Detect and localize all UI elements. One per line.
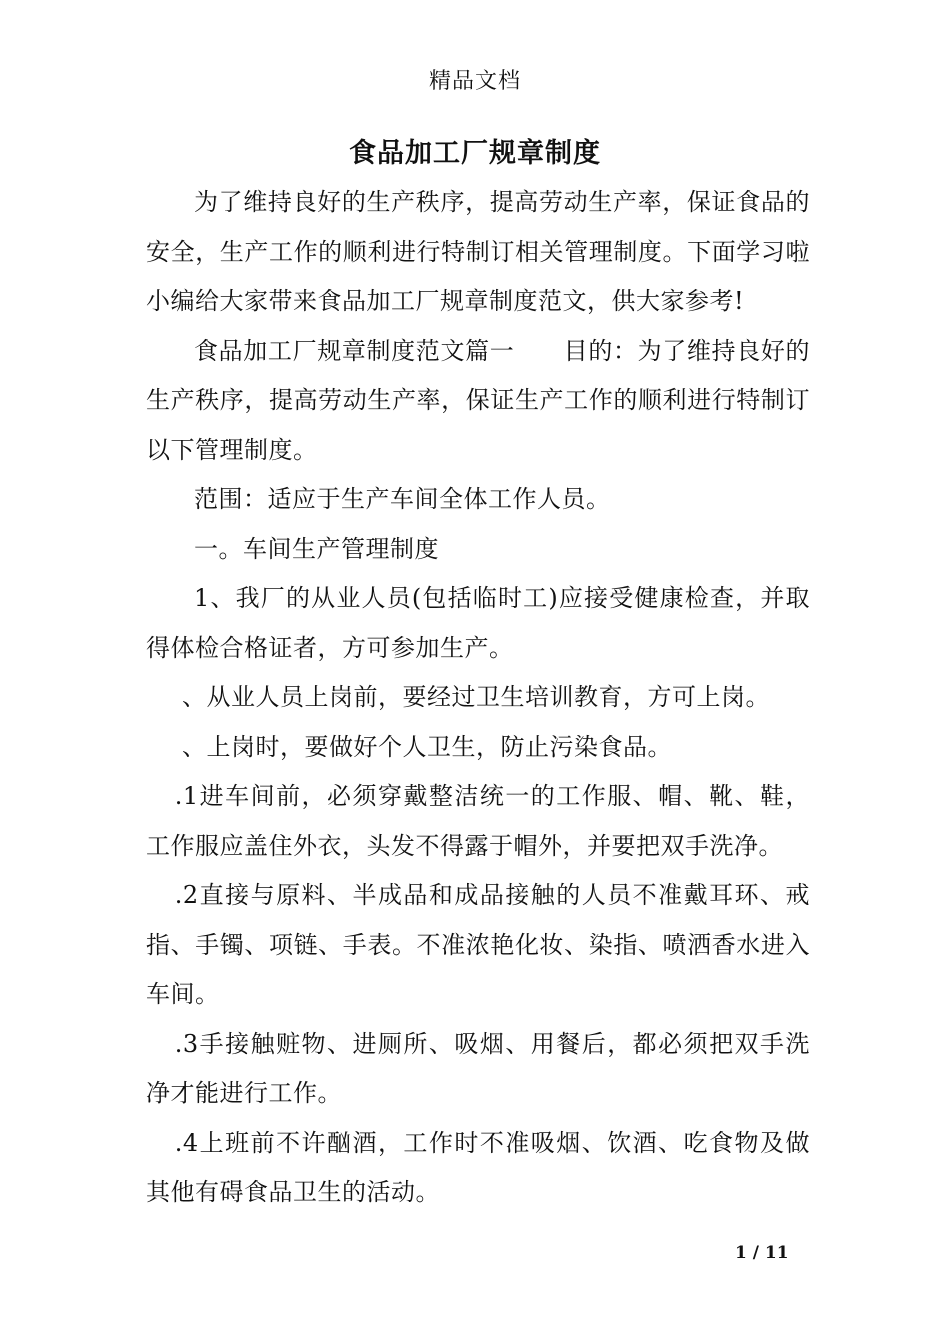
paragraph-rule-2: 、从业人员上岗前，要经过卫生培训教育，方可上岗。 [182, 683, 770, 711]
document-title: 食品加工厂规章制度 [349, 138, 601, 169]
paragraph-rule-3: 、上岗时，要做好个人卫生，防止污染食品。 [182, 732, 672, 761]
page-number: 1 / 11 [735, 1243, 789, 1263]
paragraph-rule-3-4: .4上班前不许酗酒，工作时不准吸烟、饮酒、吃食物及做其他有碍食品卫生的活动。 [146, 1128, 810, 1206]
paragraph-scope: 范围：适应于生产车间全体工作人员。 [194, 485, 611, 513]
paragraph-intro: 为了维持良好的生产秩序，提高劳动生产率，保证食品的安全，生产工作的顺利进行特制订相关管理制度。下面学习啦小编给大家带来食品加工厂规章制度范文，供大家参考! [146, 188, 810, 315]
paragraph-rule-3-3: .3手接触赃物、进厕所、吸烟、用餐后，都必须把双手洗净才能进行工作。 [146, 1029, 810, 1107]
document-body [146, 178, 810, 1218]
section-heading: 一。车间生产管理制度 [194, 534, 439, 563]
paragraph-purpose: 食品加工厂规章制度范文篇一 目的：为了维持良好的生产秩序，提高劳动生产率，保证生产工作的顺利进行特制订以下管理制度。 [146, 336, 810, 464]
paragraph-rule-3-1: .1进车间前，必须穿戴整洁统一的工作服、帽、靴、鞋，工作服应盖住外衣，头发不得露于帽外，并要把双手洗净。 [146, 782, 810, 860]
paragraph-rule-1: 1、我厂的从业人员(包括临时工)应接受健康检查，并取得体检合格证者，方可参加生产。 [146, 584, 810, 662]
paragraph-rule-3-2: .2直接与原料、半成品和成品接触的人员不准戴耳环、戒指、手镯、项链、手表。不准浓艳化妆、染指、喷洒香水进入车间。 [146, 881, 810, 1008]
page-header: 精品文档 [428, 69, 521, 94]
